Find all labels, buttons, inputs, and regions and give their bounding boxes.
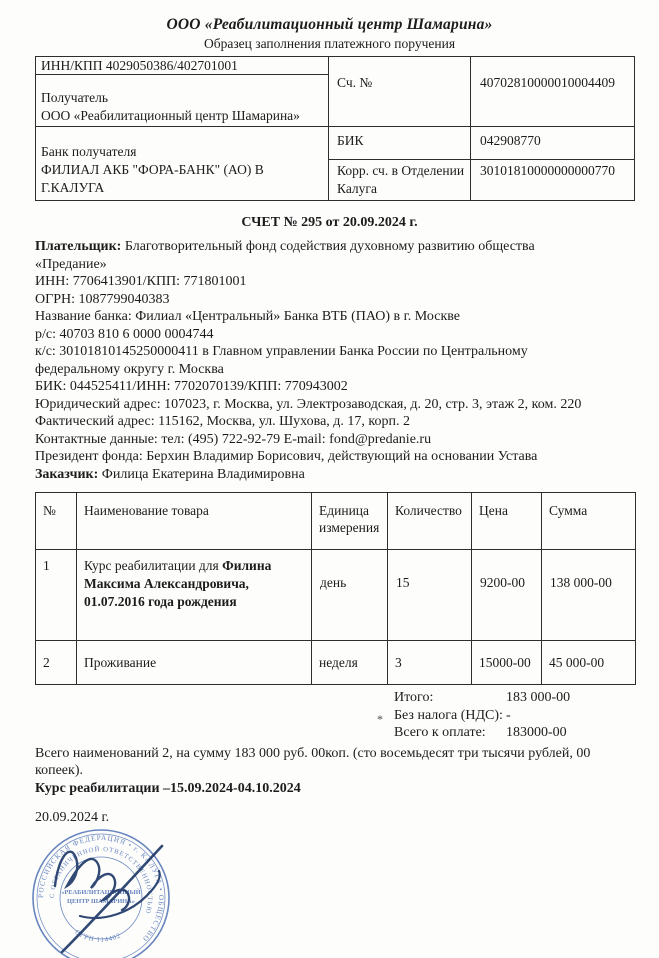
item-sum: 138 000-00: [542, 550, 636, 641]
bik-row: [329, 127, 634, 160]
item-name: Курс реабилитации для Филина Максима Александровича, 01.07.2016 года рождения: [77, 550, 312, 641]
doc-date: 20.09.2024 г.: [35, 810, 110, 825]
item-sum: 45 000-00: [542, 641, 636, 685]
payer-line: Название банка: Филиал «Центральный» Банка ВТБ (ПАО) в г. Москве: [35, 309, 461, 324]
table-row: [36, 641, 636, 685]
stamp-ring2-text: С ОГРАНИЧЕННОЙ ОТВЕТСТВЕННОСТЬЮ: [48, 845, 154, 915]
item-price: 9200-00: [472, 550, 542, 641]
requisites-table: [35, 56, 635, 201]
bank-name-line1: ФИЛИАЛ АКБ "ФОРА-БАНК" (АО) В: [41, 162, 264, 177]
totals-itogo: Итого: 183 000-00: [394, 690, 571, 705]
summary-line: Всего наименований 2, на сумму 183 000 руб. 00коп. (сто восемьдесят три тысячи рублей, 00: [35, 745, 591, 761]
scan-artifact: *: [377, 712, 383, 726]
requisites-left-column: [36, 57, 329, 200]
payer-line: Плательщик: Благотворительный фонд содействия духовному развитию общества: [35, 239, 535, 254]
col-header-sum: Сумма: [542, 493, 636, 550]
payer-line: Президент фонда: Берхин Владимир Борисович, действующий на основании Устава: [35, 449, 538, 464]
item-num: 2: [36, 641, 77, 685]
recipient-bank-cell: [36, 127, 328, 200]
payer-line: «Предание»: [35, 256, 107, 272]
item-qty: 15: [388, 550, 472, 641]
totals-due: Всего к оплате: 183000-00: [394, 725, 567, 740]
item-name: Проживание: [77, 641, 312, 685]
item-unit: день: [312, 550, 388, 641]
col-header-qty: Количество: [388, 493, 472, 550]
payer-line: Фактический адрес: 115162, Москва, ул. Шухова, д. 17, корп. 2: [35, 414, 410, 429]
stamp-center-line1: «РЕАБИЛИТАЦИОННЫЙ: [61, 889, 141, 896]
tax-value: -: [506, 707, 511, 723]
payer-line: федеральному округу г. Москва: [35, 361, 224, 377]
bank-name-line2: Г.КАЛУГА: [41, 180, 105, 195]
payer-line: Заказчик: Филица Екатерина Владимировна: [35, 466, 305, 482]
payer-line: р/с: 40703 810 6 0000 0004744: [35, 326, 214, 342]
col-header-num: №: [36, 493, 77, 550]
account-row: [329, 57, 634, 127]
payer-line: ИНН: 7706413901/КПП: 771801001: [35, 274, 247, 289]
doc-subtitle: Образец заполнения платежного поручения: [203, 36, 456, 51]
item-unit: неделя: [312, 641, 388, 685]
signature: [40, 828, 180, 958]
account-label: Сч. №: [329, 57, 471, 126]
signature-stroke-main: [55, 852, 129, 910]
course-dates: Курс реабилитации –15.09.2024-04.10.2024: [35, 780, 301, 796]
recipient-label: Получатель: [41, 90, 109, 105]
totals-tax: Без налога (НДС): -: [394, 707, 511, 723]
recipient-name: ООО «Реабилитационный центр Шамарина»: [41, 107, 300, 123]
stamp-center-line2: ЦЕНТР ШАМАРИНА»: [67, 898, 135, 905]
item-num: 1: [36, 550, 77, 641]
payer-line: Контактные данные: тел: (495) 722-92-79 E-mail: fond@predanie.ru: [35, 431, 432, 447]
payer-line: БИК: 044525411/ИНН: 7702070139/КПП: 770943002: [35, 379, 348, 394]
payer-line: ОГРН: 1087799040383: [35, 291, 170, 307]
table-row: [36, 550, 636, 641]
payer-block: [35, 238, 649, 483]
col-header-price: Цена: [472, 493, 542, 550]
bik-value: 042908770: [480, 133, 541, 148]
signature-stroke-flourish: [80, 871, 160, 918]
payer-line: к/с: 30101810145250000411 в Главном управлении Банка России по Центральному: [35, 344, 528, 359]
invoice-title: СЧЕТ № 295 от 20.09.2024 г.: [241, 215, 418, 230]
item-qty: 3: [388, 641, 472, 685]
totals-block: [394, 689, 659, 742]
col-header-unit: Единица измерения: [312, 493, 388, 550]
corr-account-value: 30101810000000000770: [480, 163, 615, 178]
payer-line: Юридический адрес: 107023, г. Москва, ул. Электрозаводская, д. 20, стр. 3, этаж 2, ком. 220: [35, 396, 582, 412]
bank-label: Банк получателя: [41, 144, 137, 159]
requisites-right-column: [329, 57, 634, 200]
total-due-value: 183000-00: [506, 725, 567, 740]
items-table: [35, 492, 636, 685]
bik-label: БИК: [329, 127, 471, 159]
items-header-row: [36, 493, 636, 550]
col-header-name: Наименование товара: [77, 493, 312, 550]
corr-account-row: [329, 160, 634, 200]
item-price: 15000-00: [472, 641, 542, 685]
stamp-ogrn-text: ОГРН 114402: [73, 927, 123, 944]
account-value: 40702810000010004409: [480, 75, 615, 90]
recipient-cell: [36, 75, 328, 127]
itogo-value: 183 000-00: [506, 690, 571, 705]
summary-line: копеек).: [35, 763, 83, 778]
stamp-ring1-text: РОССИЙСКАЯ ФЕДЕРАЦИЯ • г. КАЛУГА • ОБЩЕСТВО: [36, 833, 166, 944]
corr-account-label: Корр. сч. в Отделении Калуга: [329, 160, 471, 200]
doc-title: ООО «Реабилитационный центр Шамарина»: [166, 16, 493, 33]
footer-block: [35, 745, 649, 827]
inn-kpp-cell: ИНН/КПП 4029050386/402701001: [36, 57, 328, 75]
